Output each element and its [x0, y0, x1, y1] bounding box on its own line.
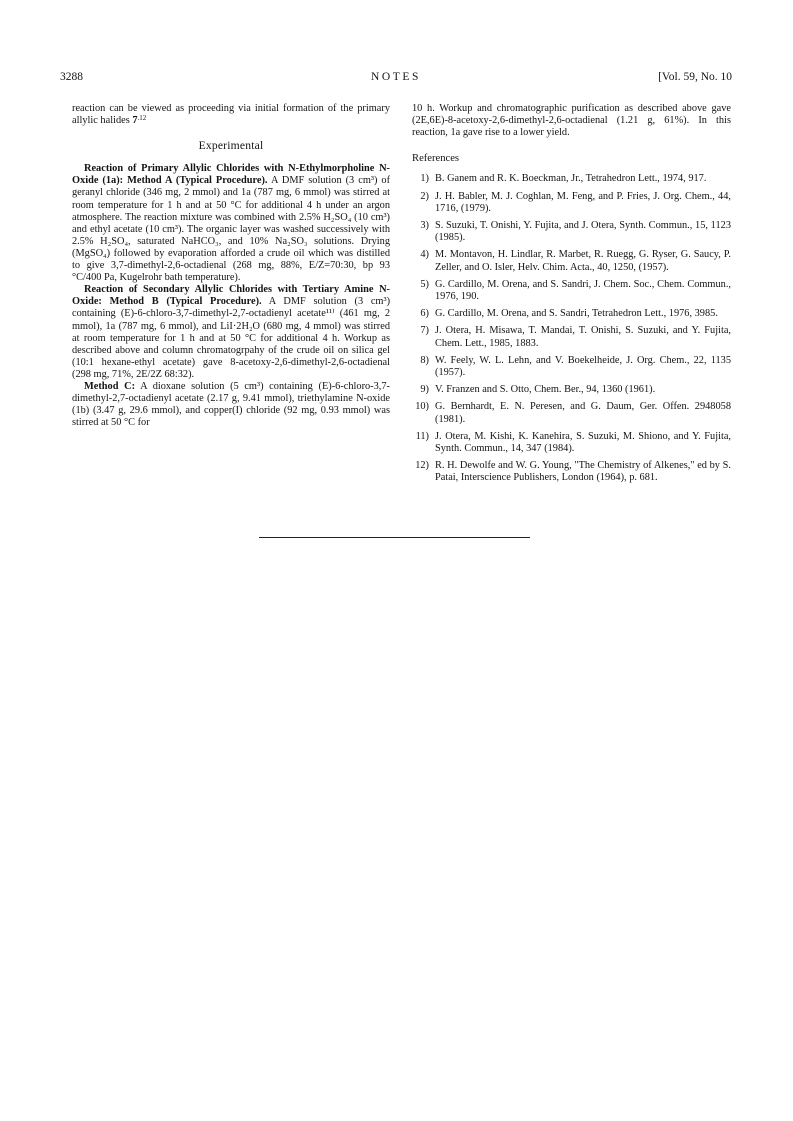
reference-text: W. Feely, W. L. Lehn, and V. Boekelheide, J. Org. Chem., 22, 1135 (1957). — [435, 354, 731, 378]
reference-number: 11) — [415, 430, 429, 442]
reference-number: 3) — [420, 220, 429, 232]
reference-item — [412, 431, 731, 455]
page-number: 3288 — [60, 71, 83, 83]
method-a-body: A DMF solution (3 cm³) of geranyl chloride (346 mg, 2 mmol) and 1a (787 mg, 6 mmol) was stirred at room temperature for 1 h and at 50 °C for additional 4 h under an argon atmosphere. The reaction mixture was combined with 2.5% H₂SO₄ (10 cm³) and ethyl acetate (10 cm³). The organic layer was washed successively with 2.5% H₂SO₄, saturated NaHCO₃, and 10% Na₂SO₃ solutions. Drying (MgSO₄) followed by evaporation afforded a crude oil which was distilled to give 3,7-dimethyl-2,6-octadienal (268 mg, 88%, E/Z=70:30, bp 93 °C/400 Pa, Kugelrohr bath temperature). — [72, 175, 391, 284]
reference-item — [412, 279, 731, 303]
reference-number: 6) — [420, 308, 429, 320]
reference-item — [412, 191, 731, 215]
reference-number: 10) — [415, 401, 429, 413]
reference-number: 5) — [420, 278, 429, 290]
reference-item — [412, 401, 731, 425]
reference-text: S. Suzuki, T. Onishi, Y. Fujita, and J. Otera, Synth. Commun., 15, 1123 (1985). — [435, 220, 731, 244]
reference-number: 1) — [420, 173, 429, 185]
volume-info: [Vol. 59, No. 10 — [658, 71, 732, 83]
reference-text: M. Montavon, H. Lindlar, R. Marbet, R. Ruegg, G. Ryser, G. Saucy, P. Zeller, and O. Isler, Helv. Chim. Acta., 40, 1250, (1957). — [435, 249, 731, 273]
method-c-title: Method C: — [84, 380, 136, 392]
reference-text: G. Cardillo, M. Orena, and S. Sandri, J. Chem. Soc., Chem. Commun., 1976, 190. — [435, 278, 731, 302]
right-column — [412, 103, 731, 490]
experimental-heading: Experimental — [198, 139, 264, 153]
method-b-title: Reaction of Secondary Allylic Chlorides with Tertiary Amine N-Oxide: Method B (Typical Procedure). — [72, 284, 390, 308]
reference-item — [412, 384, 731, 396]
method-c-body: A dioxane solution (5 cm³) containing (E)-6-chloro-3,7-dimethyl-2,7-octadienyl acetate (2.17 g, 9.41 mmol), triethylamine N-oxide (1b) (3.47 g, 29.6 mmol), and copper(I) chloride (92 mg, 0.93 mmol) was stirred at 50 °C for — [72, 380, 391, 429]
reference-number: 8) — [420, 354, 429, 366]
compound-number: 7 — [132, 115, 138, 127]
reference-text: B. Ganem and R. K. Boeckman, Jr., Tetrahedron Lett., 1974, 917. — [435, 173, 707, 185]
reference-text: R. H. Dewolfe and W. G. Young, "The Chemistry of Alkenes," ed by S. Patai, Interscience Publishers, London (1964), p. 681. — [435, 460, 731, 484]
reference-number: 4) — [420, 249, 429, 261]
reference-text: J. Otera, M. Kishi, K. Kanehira, S. Suzuki, M. Shiono, and Y. Fujita, Synth. Commun., 14, 347 (1984). — [435, 430, 731, 454]
method-a-title: Reaction of Primary Allylic Chlorides with N-Ethylmorpholine N-Oxide (1a): Method A (Typical Procedure). — [72, 163, 390, 187]
method-b-body: A DMF solution (3 cm³) containing (E)-6-chloro-3,7-dimethyl-2,7-octadienyl acetate¹¹⁾ (461 mg, 2 mmol), 1a (787 mg, 6 mmol), and LiI·2H₂O (680 mg, 4 mmol) was stirred at room temperature for 1 h and at 50 °C for additional 4 h. Workup as described above and column chromatogrpahy of the crude oil on silica gel (10:1 hexane-ethyl acetate) gave 8-acetoxy-2,6-dimethyl-2,6-octadienal (298 mg, 71%, 2E/2Z 68:32). — [72, 296, 391, 380]
end-of-article-rule — [259, 537, 530, 538]
reference-item — [412, 220, 731, 244]
footnote-ref: .12 — [137, 114, 147, 123]
method-b-paragraph — [72, 284, 390, 381]
reference-text: J. Otera, H. Misawa, T. Mandai, T. Onishi, S. Suzuki, and Y. Fujita, Chem. Lett., 1985, 1883. — [435, 325, 731, 349]
page-header — [60, 71, 732, 87]
reference-text: G. Cardillo, M. Orena, and S. Sandri, Tetrahedron Lett., 1976, 3985. — [435, 308, 718, 320]
method-c-paragraph — [72, 381, 390, 429]
continuation-paragraph: 10 h. Workup and chromatographic purification as described above gave (2E,6E)-8-acetoxy-2,6-dimethyl-2,6-octadienal (1.21 g, 61%). In this reaction, 1a gave rise to a lower yield. — [412, 103, 731, 139]
reference-number: 7) — [420, 325, 429, 337]
reference-item — [412, 249, 731, 273]
method-a-paragraph — [72, 163, 390, 284]
reference-item — [412, 460, 731, 484]
intro-text: reaction can be viewed as proceeding via initial formation of the primary allylic halides — [72, 103, 390, 127]
left-column — [72, 103, 390, 429]
reference-item — [412, 173, 731, 185]
reference-item — [412, 308, 731, 320]
intro-paragraph — [72, 103, 390, 127]
reference-text: V. Franzen and S. Otto, Chem. Ber., 94, 1360 (1961). — [435, 384, 656, 396]
reference-text: J. H. Babler, M. J. Coghlan, M. Feng, and P. Fries, J. Org. Chem., 44, 1716, (1979). — [435, 190, 731, 214]
reference-text: G. Bernhardt, E. N. Peresen, and G. Daum, Ger. Offen. 2948058 (1981). — [435, 401, 731, 425]
reference-number: 9) — [420, 384, 429, 396]
references-heading: References — [412, 153, 460, 165]
reference-item — [412, 355, 731, 379]
reference-list — [412, 173, 731, 484]
running-head: NOTES — [370, 71, 422, 83]
reference-number: 2) — [420, 190, 429, 202]
reference-item — [412, 325, 731, 349]
reference-number: 12) — [415, 460, 429, 472]
